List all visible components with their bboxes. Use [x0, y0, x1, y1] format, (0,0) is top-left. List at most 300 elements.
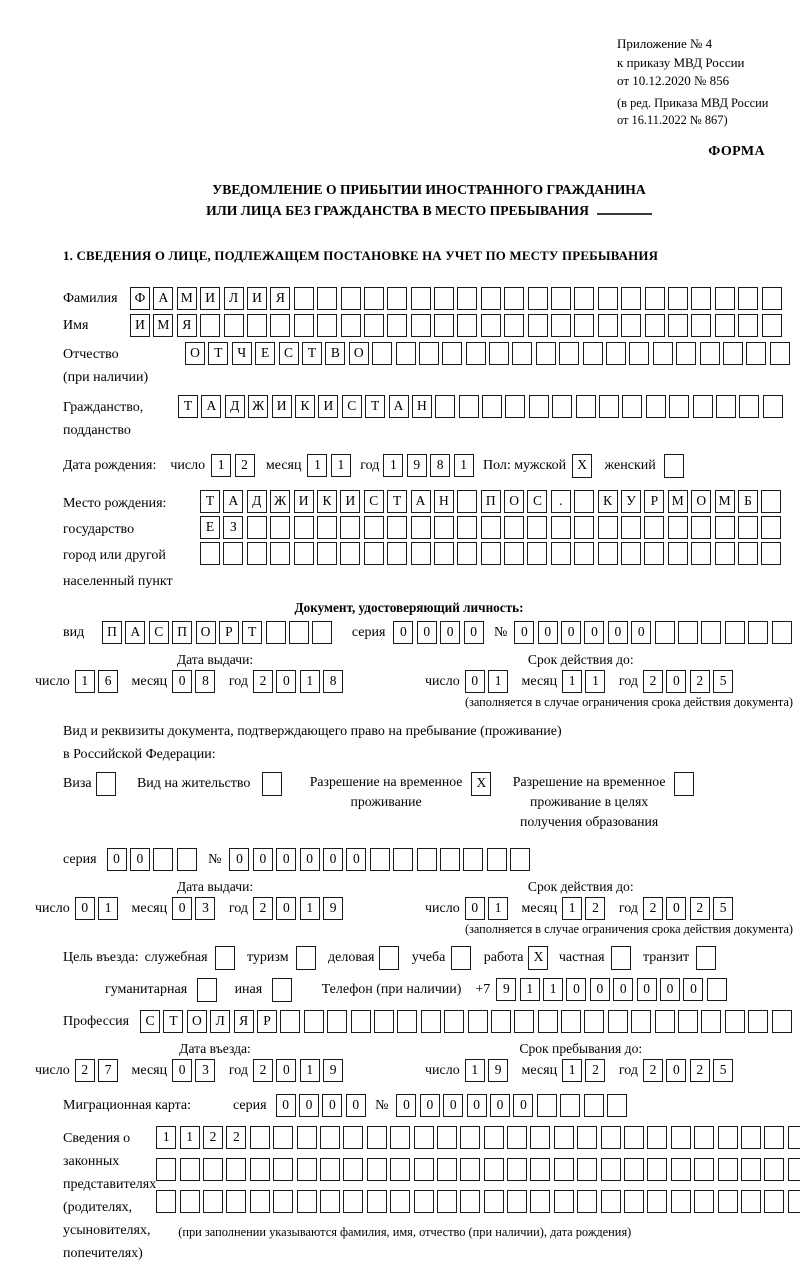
char-cell[interactable]: 1 — [300, 670, 320, 693]
char-cell[interactable]: М — [177, 287, 197, 310]
char-cell[interactable] — [527, 516, 547, 539]
char-cell[interactable] — [468, 1010, 488, 1033]
char-cell[interactable]: 0 — [490, 1094, 510, 1117]
char-cell[interactable] — [510, 848, 530, 871]
char-cell[interactable]: Ж — [270, 490, 290, 513]
char-cell[interactable] — [294, 516, 314, 539]
char-cell[interactable] — [748, 1010, 768, 1033]
char-cell[interactable] — [460, 1126, 480, 1149]
char-cell[interactable]: Я — [177, 314, 197, 337]
char-cell[interactable]: . — [551, 490, 571, 513]
char-cell[interactable]: 8 — [195, 670, 215, 693]
char-cell[interactable] — [247, 314, 267, 337]
char-cell[interactable] — [530, 1158, 550, 1181]
char-cell[interactable] — [671, 1158, 691, 1181]
char-cell[interactable] — [763, 395, 783, 418]
char-cell[interactable] — [551, 542, 571, 565]
char-cell[interactable] — [247, 516, 267, 539]
char-cell[interactable]: П — [102, 621, 122, 644]
char-cell[interactable]: 2 — [690, 670, 710, 693]
char-cell[interactable] — [624, 1190, 644, 1213]
char-cell[interactable] — [393, 848, 413, 871]
char-cell[interactable] — [676, 342, 696, 365]
char-cell[interactable] — [762, 314, 782, 337]
char-cell[interactable]: 1 — [300, 1059, 320, 1082]
char-cell[interactable] — [374, 1010, 394, 1033]
char-cell[interactable] — [294, 287, 314, 310]
char-cell[interactable] — [574, 287, 594, 310]
char-cell[interactable] — [289, 621, 309, 644]
char-cell[interactable] — [715, 287, 735, 310]
char-cell[interactable]: 1 — [156, 1126, 176, 1149]
char-cell[interactable] — [723, 342, 743, 365]
char-cell[interactable] — [250, 1126, 270, 1149]
char-cell[interactable] — [481, 516, 501, 539]
char-cell[interactable]: 5 — [713, 670, 733, 693]
char-cell[interactable] — [320, 1126, 340, 1149]
char-cell[interactable] — [764, 1158, 784, 1181]
char-cell[interactable]: И — [247, 287, 267, 310]
char-cell[interactable] — [761, 490, 781, 513]
char-cell[interactable]: 0 — [566, 978, 586, 1001]
char-cell[interactable] — [390, 1190, 410, 1213]
char-cell[interactable]: 9 — [323, 897, 343, 920]
char-cell[interactable] — [414, 1190, 434, 1213]
char-cell[interactable] — [738, 516, 758, 539]
char-cell[interactable] — [481, 314, 501, 337]
char-cell[interactable] — [788, 1190, 800, 1213]
char-cell[interactable]: Я — [270, 287, 290, 310]
char-cell[interactable] — [442, 342, 462, 365]
char-cell[interactable]: 0 — [276, 1059, 296, 1082]
char-cell[interactable]: 8 — [323, 670, 343, 693]
char-cell[interactable] — [153, 848, 173, 871]
char-cell[interactable] — [669, 395, 689, 418]
char-cell[interactable] — [180, 1158, 200, 1181]
char-cell[interactable] — [437, 1158, 457, 1181]
char-cell[interactable] — [606, 342, 626, 365]
char-cell[interactable]: 1 — [488, 670, 508, 693]
char-cell[interactable]: М — [715, 490, 735, 513]
char-cell[interactable]: 2 — [643, 1059, 663, 1082]
char-cell[interactable] — [421, 1010, 441, 1033]
char-cell[interactable] — [671, 1126, 691, 1149]
char-cell[interactable] — [367, 1126, 387, 1149]
char-cell[interactable]: Б — [738, 490, 758, 513]
char-cell[interactable] — [440, 848, 460, 871]
char-cell[interactable]: 2 — [226, 1126, 246, 1149]
char-cell[interactable] — [367, 1190, 387, 1213]
char-cell[interactable]: 0 — [276, 670, 296, 693]
char-cell[interactable]: 9 — [488, 1059, 508, 1082]
char-cell[interactable] — [294, 314, 314, 337]
male-checkbox[interactable]: X — [572, 454, 592, 478]
char-cell[interactable]: 1 — [520, 978, 540, 1001]
char-cell[interactable]: 0 — [561, 621, 581, 644]
purpose-work-checkbox[interactable]: X — [528, 946, 548, 970]
char-cell[interactable] — [297, 1158, 317, 1181]
char-cell[interactable] — [457, 490, 477, 513]
char-cell[interactable] — [504, 542, 524, 565]
char-cell[interactable] — [270, 516, 290, 539]
char-cell[interactable]: Р — [644, 490, 664, 513]
char-cell[interactable] — [746, 342, 766, 365]
char-cell[interactable] — [621, 287, 641, 310]
purpose-humanitarian-checkbox[interactable] — [197, 978, 217, 1002]
char-cell[interactable]: Т — [365, 395, 385, 418]
char-cell[interactable] — [317, 542, 337, 565]
char-cell[interactable]: 0 — [323, 848, 343, 871]
char-cell[interactable]: 1 — [562, 670, 582, 693]
char-cell[interactable] — [599, 395, 619, 418]
char-cell[interactable] — [621, 516, 641, 539]
char-cell[interactable] — [411, 314, 431, 337]
char-cell[interactable] — [576, 395, 596, 418]
char-cell[interactable]: Т — [387, 490, 407, 513]
char-cell[interactable] — [481, 542, 501, 565]
char-cell[interactable]: 0 — [229, 848, 249, 871]
char-cell[interactable] — [601, 1126, 621, 1149]
char-cell[interactable] — [741, 1190, 761, 1213]
char-cell[interactable] — [270, 542, 290, 565]
char-cell[interactable]: 0 — [666, 670, 686, 693]
char-cell[interactable] — [536, 342, 556, 365]
char-cell[interactable] — [372, 342, 392, 365]
char-cell[interactable] — [608, 1010, 628, 1033]
char-cell[interactable] — [655, 621, 675, 644]
char-cell[interactable]: 0 — [440, 621, 460, 644]
char-cell[interactable] — [484, 1126, 504, 1149]
char-cell[interactable] — [463, 848, 483, 871]
char-cell[interactable]: 2 — [643, 670, 663, 693]
char-cell[interactable] — [598, 516, 618, 539]
char-cell[interactable] — [457, 516, 477, 539]
char-cell[interactable] — [273, 1158, 293, 1181]
char-cell[interactable] — [414, 1158, 434, 1181]
char-cell[interactable] — [341, 314, 361, 337]
char-cell[interactable] — [437, 1126, 457, 1149]
char-cell[interactable]: 0 — [299, 1094, 319, 1117]
char-cell[interactable]: О — [185, 342, 205, 365]
char-cell[interactable]: 1 — [465, 1059, 485, 1082]
char-cell[interactable] — [691, 542, 711, 565]
char-cell[interactable]: 0 — [666, 1059, 686, 1082]
char-cell[interactable] — [583, 342, 603, 365]
char-cell[interactable]: 0 — [584, 621, 604, 644]
char-cell[interactable]: 0 — [346, 848, 366, 871]
char-cell[interactable] — [551, 516, 571, 539]
char-cell[interactable] — [624, 1126, 644, 1149]
char-cell[interactable] — [203, 1190, 223, 1213]
char-cell[interactable] — [646, 395, 666, 418]
char-cell[interactable]: 7 — [98, 1059, 118, 1082]
char-cell[interactable]: О — [691, 490, 711, 513]
char-cell[interactable]: 0 — [396, 1094, 416, 1117]
char-cell[interactable] — [668, 516, 688, 539]
char-cell[interactable] — [481, 287, 501, 310]
char-cell[interactable]: 0 — [608, 621, 628, 644]
char-cell[interactable]: 0 — [253, 848, 273, 871]
char-cell[interactable] — [387, 516, 407, 539]
char-cell[interactable]: Л — [224, 287, 244, 310]
char-cell[interactable] — [294, 542, 314, 565]
char-cell[interactable]: 0 — [464, 621, 484, 644]
purpose-official-checkbox[interactable] — [215, 946, 235, 970]
char-cell[interactable] — [554, 1158, 574, 1181]
char-cell[interactable] — [367, 1158, 387, 1181]
purpose-business-checkbox[interactable] — [379, 946, 399, 970]
char-cell[interactable] — [761, 516, 781, 539]
char-cell[interactable] — [417, 848, 437, 871]
char-cell[interactable] — [270, 314, 290, 337]
char-cell[interactable] — [280, 1010, 300, 1033]
char-cell[interactable]: Т — [178, 395, 198, 418]
char-cell[interactable] — [317, 314, 337, 337]
char-cell[interactable] — [434, 314, 454, 337]
char-cell[interactable] — [530, 1190, 550, 1213]
char-cell[interactable] — [584, 1010, 604, 1033]
char-cell[interactable] — [434, 287, 454, 310]
char-cell[interactable] — [200, 314, 220, 337]
char-cell[interactable]: 0 — [465, 897, 485, 920]
char-cell[interactable] — [691, 516, 711, 539]
char-cell[interactable] — [223, 542, 243, 565]
char-cell[interactable] — [411, 287, 431, 310]
char-cell[interactable]: М — [153, 314, 173, 337]
char-cell[interactable]: А — [153, 287, 173, 310]
char-cell[interactable]: Т — [242, 621, 262, 644]
char-cell[interactable] — [598, 287, 618, 310]
char-cell[interactable] — [320, 1190, 340, 1213]
char-cell[interactable] — [772, 621, 792, 644]
char-cell[interactable] — [351, 1010, 371, 1033]
char-cell[interactable] — [574, 542, 594, 565]
char-cell[interactable] — [691, 287, 711, 310]
char-cell[interactable] — [466, 342, 486, 365]
char-cell[interactable] — [668, 287, 688, 310]
char-cell[interactable]: 0 — [538, 621, 558, 644]
char-cell[interactable] — [507, 1190, 527, 1213]
char-cell[interactable] — [457, 287, 477, 310]
char-cell[interactable] — [772, 1010, 792, 1033]
char-cell[interactable]: З — [223, 516, 243, 539]
char-cell[interactable] — [414, 1126, 434, 1149]
char-cell[interactable]: 0 — [637, 978, 657, 1001]
char-cell[interactable] — [397, 1010, 417, 1033]
char-cell[interactable] — [694, 1126, 714, 1149]
char-cell[interactable] — [577, 1158, 597, 1181]
char-cell[interactable] — [552, 395, 572, 418]
char-cell[interactable] — [538, 1010, 558, 1033]
char-cell[interactable] — [419, 342, 439, 365]
char-cell[interactable]: 0 — [276, 897, 296, 920]
char-cell[interactable] — [707, 978, 727, 1001]
char-cell[interactable] — [489, 342, 509, 365]
char-cell[interactable]: 1 — [180, 1126, 200, 1149]
char-cell[interactable] — [671, 1190, 691, 1213]
char-cell[interactable]: С — [364, 490, 384, 513]
char-cell[interactable] — [551, 314, 571, 337]
char-cell[interactable]: И — [294, 490, 314, 513]
char-cell[interactable] — [725, 621, 745, 644]
char-cell[interactable] — [435, 395, 455, 418]
char-cell[interactable] — [390, 1126, 410, 1149]
char-cell[interactable] — [694, 1158, 714, 1181]
char-cell[interactable]: 0 — [130, 848, 150, 871]
char-cell[interactable]: Т — [302, 342, 322, 365]
char-cell[interactable] — [647, 1158, 667, 1181]
char-cell[interactable]: 2 — [690, 897, 710, 920]
char-cell[interactable] — [504, 516, 524, 539]
char-cell[interactable] — [537, 1094, 557, 1117]
char-cell[interactable]: И — [318, 395, 338, 418]
char-cell[interactable]: 2 — [253, 670, 273, 693]
char-cell[interactable]: 6 — [98, 670, 118, 693]
char-cell[interactable] — [716, 395, 736, 418]
char-cell[interactable] — [644, 542, 664, 565]
char-cell[interactable] — [434, 516, 454, 539]
char-cell[interactable]: 0 — [467, 1094, 487, 1117]
char-cell[interactable] — [273, 1190, 293, 1213]
char-cell[interactable]: С — [149, 621, 169, 644]
char-cell[interactable] — [738, 287, 758, 310]
char-cell[interactable]: 0 — [346, 1094, 366, 1117]
visa-checkbox[interactable] — [96, 772, 116, 796]
char-cell[interactable] — [621, 314, 641, 337]
char-cell[interactable]: 8 — [430, 454, 450, 477]
char-cell[interactable]: 9 — [323, 1059, 343, 1082]
char-cell[interactable] — [504, 314, 524, 337]
char-cell[interactable] — [631, 1010, 651, 1033]
char-cell[interactable] — [647, 1190, 667, 1213]
char-cell[interactable] — [297, 1126, 317, 1149]
char-cell[interactable]: 2 — [585, 1059, 605, 1082]
char-cell[interactable]: 1 — [562, 897, 582, 920]
char-cell[interactable] — [411, 516, 431, 539]
char-cell[interactable]: А — [125, 621, 145, 644]
char-cell[interactable]: И — [130, 314, 150, 337]
char-cell[interactable] — [624, 1158, 644, 1181]
char-cell[interactable]: 0 — [465, 670, 485, 693]
char-cell[interactable] — [250, 1190, 270, 1213]
char-cell[interactable] — [725, 1010, 745, 1033]
char-cell[interactable]: 1 — [331, 454, 351, 477]
char-cell[interactable] — [512, 342, 532, 365]
char-cell[interactable]: А — [201, 395, 221, 418]
char-cell[interactable]: 1 — [383, 454, 403, 477]
purpose-study-checkbox[interactable] — [451, 946, 471, 970]
char-cell[interactable]: 0 — [514, 621, 534, 644]
char-cell[interactable]: 0 — [75, 897, 95, 920]
char-cell[interactable]: 0 — [172, 897, 192, 920]
char-cell[interactable]: Н — [434, 490, 454, 513]
char-cell[interactable]: 9 — [496, 978, 516, 1001]
char-cell[interactable]: О — [504, 490, 524, 513]
char-cell[interactable]: О — [196, 621, 216, 644]
char-cell[interactable]: 0 — [666, 897, 686, 920]
char-cell[interactable] — [320, 1158, 340, 1181]
char-cell[interactable] — [505, 395, 525, 418]
char-cell[interactable] — [748, 621, 768, 644]
char-cell[interactable] — [554, 1126, 574, 1149]
char-cell[interactable] — [691, 314, 711, 337]
purpose-other-checkbox[interactable] — [272, 978, 292, 1002]
char-cell[interactable]: 2 — [75, 1059, 95, 1082]
char-cell[interactable] — [364, 542, 384, 565]
char-cell[interactable]: У — [621, 490, 641, 513]
char-cell[interactable]: Е — [255, 342, 275, 365]
char-cell[interactable] — [741, 1126, 761, 1149]
char-cell[interactable]: Я — [234, 1010, 254, 1033]
char-cell[interactable]: 0 — [443, 1094, 463, 1117]
char-cell[interactable]: Т — [163, 1010, 183, 1033]
char-cell[interactable]: 0 — [613, 978, 633, 1001]
char-cell[interactable] — [507, 1126, 527, 1149]
char-cell[interactable]: Е — [200, 516, 220, 539]
char-cell[interactable] — [668, 542, 688, 565]
char-cell[interactable] — [738, 542, 758, 565]
char-cell[interactable]: 2 — [203, 1126, 223, 1149]
char-cell[interactable] — [507, 1158, 527, 1181]
char-cell[interactable] — [457, 314, 477, 337]
char-cell[interactable]: 1 — [75, 670, 95, 693]
char-cell[interactable] — [341, 287, 361, 310]
char-cell[interactable]: П — [481, 490, 501, 513]
char-cell[interactable]: 2 — [235, 454, 255, 477]
char-cell[interactable] — [387, 287, 407, 310]
char-cell[interactable] — [370, 848, 390, 871]
char-cell[interactable] — [577, 1126, 597, 1149]
char-cell[interactable] — [156, 1190, 176, 1213]
char-cell[interactable]: 0 — [172, 670, 192, 693]
char-cell[interactable]: 1 — [562, 1059, 582, 1082]
char-cell[interactable] — [561, 1010, 581, 1033]
char-cell[interactable] — [226, 1190, 246, 1213]
char-cell[interactable] — [694, 1190, 714, 1213]
char-cell[interactable] — [741, 1158, 761, 1181]
char-cell[interactable] — [514, 1010, 534, 1033]
char-cell[interactable]: В — [325, 342, 345, 365]
char-cell[interactable]: 0 — [513, 1094, 533, 1117]
char-cell[interactable]: О — [349, 342, 369, 365]
char-cell[interactable] — [340, 542, 360, 565]
char-cell[interactable] — [621, 542, 641, 565]
char-cell[interactable] — [715, 314, 735, 337]
char-cell[interactable]: 0 — [393, 621, 413, 644]
char-cell[interactable]: 0 — [276, 848, 296, 871]
char-cell[interactable] — [577, 1190, 597, 1213]
char-cell[interactable] — [343, 1158, 363, 1181]
char-cell[interactable] — [343, 1190, 363, 1213]
residence-permit-checkbox[interactable] — [262, 772, 282, 796]
char-cell[interactable]: 0 — [107, 848, 127, 871]
char-cell[interactable] — [528, 314, 548, 337]
char-cell[interactable] — [327, 1010, 347, 1033]
temp-residence-education-checkbox[interactable] — [674, 772, 694, 796]
char-cell[interactable] — [364, 314, 384, 337]
char-cell[interactable]: И — [340, 490, 360, 513]
char-cell[interactable] — [739, 395, 759, 418]
char-cell[interactable] — [457, 542, 477, 565]
char-cell[interactable]: С — [527, 490, 547, 513]
char-cell[interactable] — [647, 1126, 667, 1149]
char-cell[interactable]: И — [272, 395, 292, 418]
char-cell[interactable] — [459, 395, 479, 418]
char-cell[interactable] — [715, 542, 735, 565]
char-cell[interactable] — [529, 395, 549, 418]
char-cell[interactable]: 1 — [300, 897, 320, 920]
char-cell[interactable] — [487, 848, 507, 871]
